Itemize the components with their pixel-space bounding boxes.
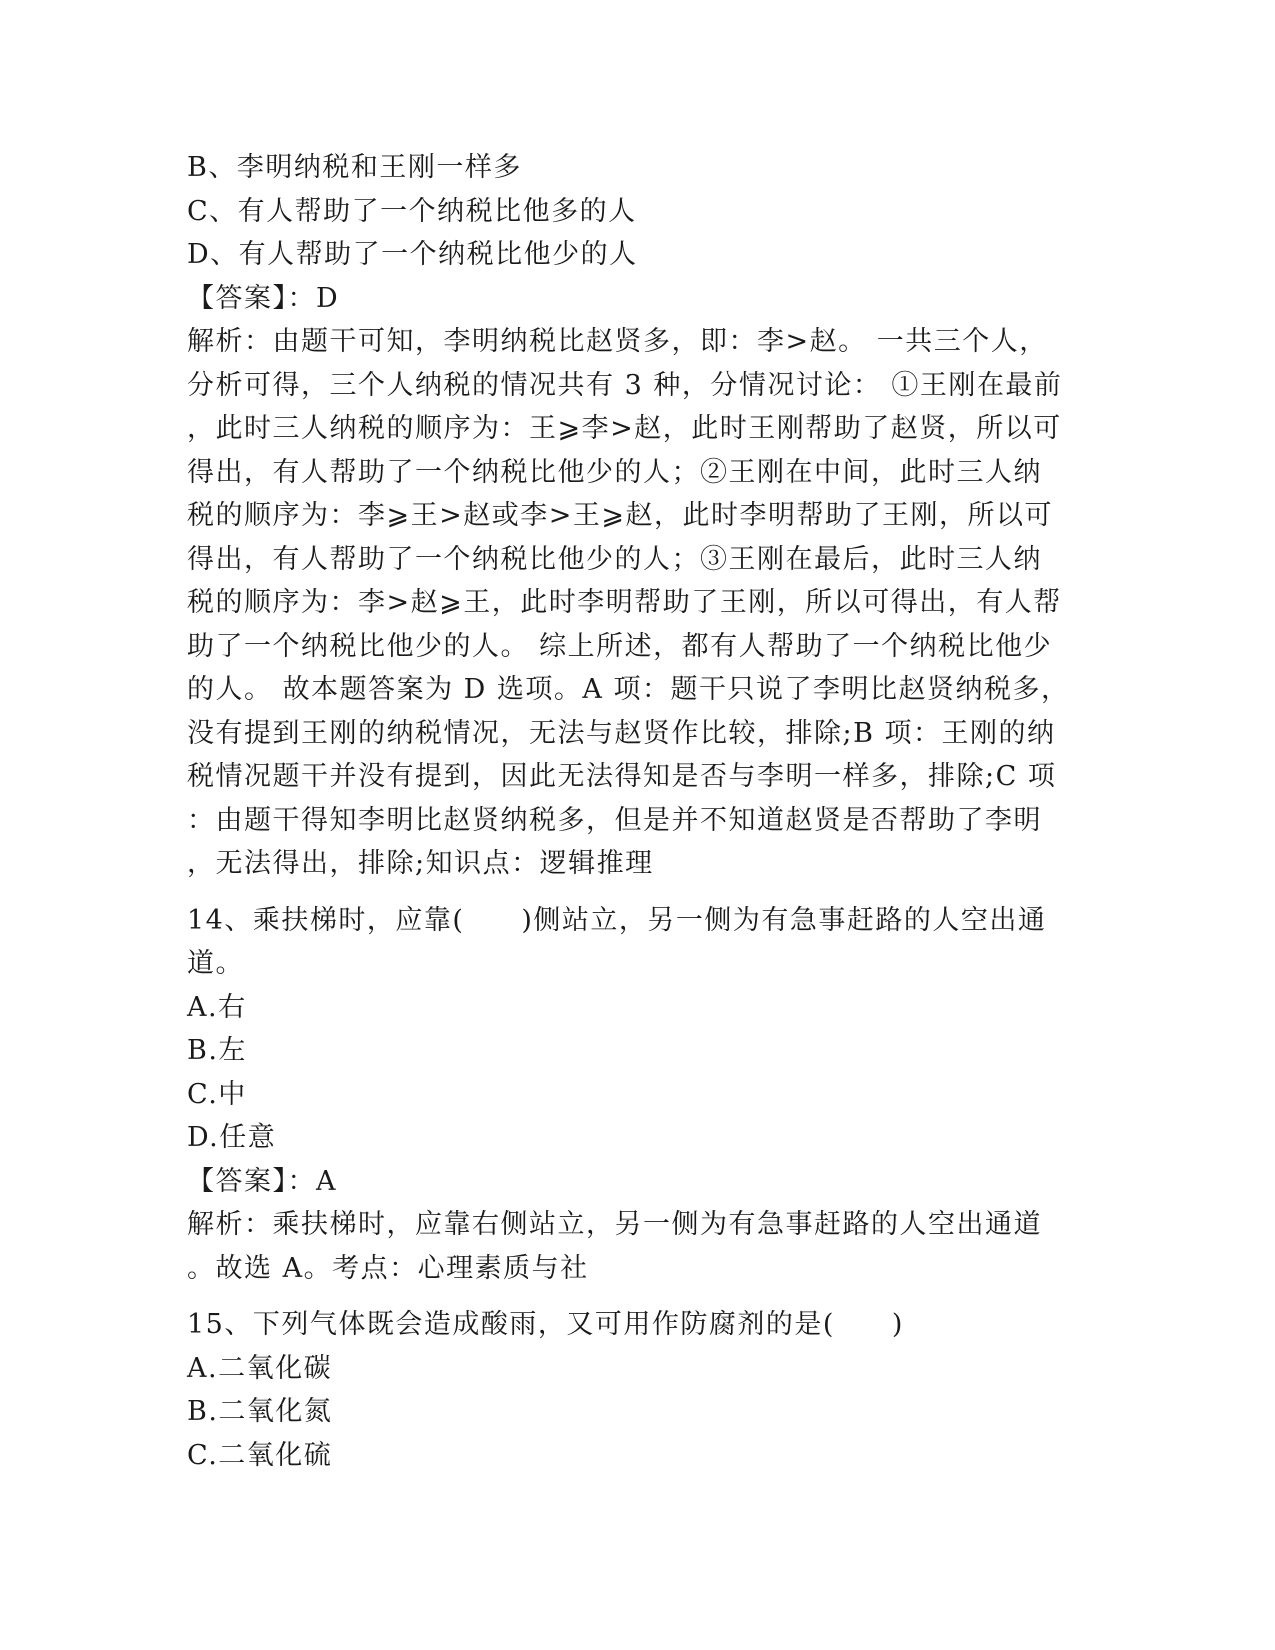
question-14-stem: 14、乘扶梯时，应靠( )侧站立，另一侧为有急事赶路的人空出通 — [187, 904, 1047, 936]
option-b: B.二氧化氮 — [187, 1396, 333, 1427]
option-b: B、李明纳税和王刚一样多 — [187, 152, 522, 183]
analysis-line: ，无法得出，排除;知识点：逻辑推理 — [187, 848, 654, 879]
question-13-analysis — [187, 320, 1087, 886]
analysis-line: 解析：由题干可知，李明纳税比赵贤多，即：李>赵。 一共三个人， — [187, 326, 1048, 357]
analysis-line: 税情况题干并没有提到，因此无法得知是否与李明一样多，排除;C 项 — [187, 761, 1057, 792]
question-13-options — [187, 146, 1087, 277]
spacer — [187, 886, 1087, 899]
option-c: C.中 — [187, 1078, 247, 1110]
spacer — [187, 1290, 1087, 1303]
question-14 — [187, 899, 1087, 1291]
analysis-line: 得出，有人帮助了一个纳税比他少的人；③王刚在最后，此时三人纳 — [187, 543, 1042, 575]
option-b: B.左 — [187, 1035, 247, 1066]
document-page — [187, 146, 1087, 1477]
analysis-line: 分析可得，三个人纳税的情况共有 3 种，分情况讨论： ①王刚在最前 — [187, 369, 1063, 401]
option-c: C、有人帮助了一个纳税比他多的人 — [187, 195, 637, 227]
analysis-line: 。故选 A。考点：心理素质与社 — [187, 1252, 589, 1284]
question-15 — [187, 1303, 1087, 1477]
option-a: A.右 — [187, 991, 247, 1023]
option-d: D.任意 — [187, 1122, 277, 1153]
option-c: C.二氧化硫 — [187, 1439, 333, 1471]
analysis-line: ，此时三人纳税的顺序为：王⩾李>赵，此时王刚帮助了赵贤，所以可 — [187, 413, 1062, 444]
analysis-line: 助了一个纳税比他少的人。 综上所述，都有人帮助了一个纳税比他少 — [187, 630, 1053, 662]
question-13-answer: 【答案】：D — [187, 282, 340, 314]
question-14-stem: 道。 — [187, 948, 244, 979]
analysis-line: 没有提到王刚的纳税情况，无法与赵贤作比较，排除;B 项：王刚的纳 — [187, 717, 1056, 749]
analysis-line: 的人。 故本题答案为 D 选项。A 项：题干只说了李明比赵贤纳税多， — [187, 674, 1070, 705]
analysis-line: 税的顺序为：李⩾王>赵或李>王⩾赵，此时李明帮助了王刚，所以可 — [187, 500, 1053, 531]
option-a: A.二氧化碳 — [187, 1352, 333, 1384]
question-14-answer: 【答案】：A — [187, 1165, 337, 1197]
question-15-stem: 15、下列气体既会造成酸雨，又可用作防腐剂的是( ) — [187, 1309, 904, 1340]
analysis-line: ：由题干得知李明比赵贤纳税多，但是并不知道赵贤是否帮助了李明 — [187, 804, 1042, 836]
analysis-line: 解析：乘扶梯时，应靠右侧站立，另一侧为有急事赶路的人空出通道 — [187, 1209, 1042, 1240]
analysis-line: 得出，有人帮助了一个纳税比他少的人；②王刚在中间，此时三人纳 — [187, 456, 1042, 488]
analysis-line: 税的顺序为：李>赵⩾王，此时李明帮助了王刚，所以可得出，有人帮 — [187, 587, 1062, 618]
option-d: D、有人帮助了一个纳税比他少的人 — [187, 239, 638, 270]
